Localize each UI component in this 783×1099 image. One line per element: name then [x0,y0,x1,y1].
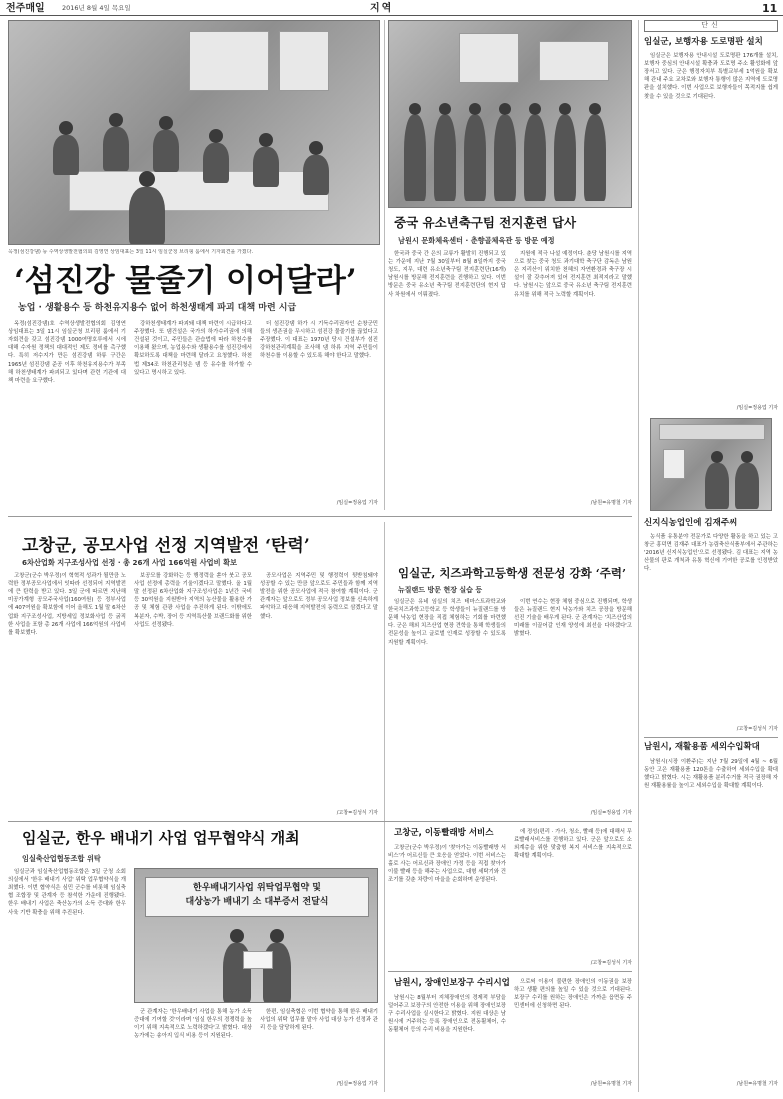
hanwoo-subhead: 임실축산업협동조합 위탁 [22,854,101,863]
sidebar-story1-byline: /임실=정용업 기자 [736,405,778,411]
sidebar-story2-body: 농식품 유통분야 전문가로 다양한 활동을 하고 있는 고창군 흥덕면 김재주 대표가 농림축산식품부에서 주관하는 '2016년 신지식농업인'으로 선정됐다. 김 대표는 지역 농산물의 판로 개척과 유통 혁신에 기여한 공로를 인정받았다. [644,534,778,573]
laundry-headline: 고창군, 이동빨래방 서비스 [394,828,494,838]
disabled-body-col2: 으로써 이용이 불편한 장애인의 이동권을 보장하고 생활 편의를 높일 수 있을 것으로 기대된다. 보장구 수리를 원하는 장애인은 가까운 읍면동 주민센터에 신청하면 된다. [514,979,632,1010]
section-name: 지역 [370,3,394,14]
china-subhead: 남원시 문화체육센터 · 춘향골체육관 등 방문 예정 [398,236,555,245]
gochang-body-col1: 고창군(군수 박우정)이 혁혁적 성과가 될만큼 노력한 정부공모사업에서 잇따라 선정되어 지역발전에 큰 탄력을 받고 있다. 3일 군에 따르면 지난해 미공가계형 공모주국사업(160여원) 등 정부사업에 407여원을 확보함에 이어 올해도 1월 말 6차산업화 지구조성사업, 지방세입 정보화사업 등 굵직한 사업을 포함 총 26개 사업에 166억원의 사업비를 확보했다. [8,573,126,636]
main-headline: ‘섬진강 물줄기 이어달라’ [14,263,357,299]
paper-name: 전주매일 [6,3,45,14]
cheese-subhead: 뉴질랜드 방문 현장 실습 등 [398,586,483,594]
disabled-byline: /남원=유명철 기자 [590,1081,632,1087]
issue-date: 2016년 8월 4일 목요일 [62,4,131,12]
cheese-byline: /임실=정용업 기자 [590,810,632,816]
main-story-photo [8,20,380,245]
hanwoo-byline: /임실=정용업 기자 [336,1081,378,1087]
china-story-photo [388,20,632,208]
main-subhead: 농업 · 생활용수 등 하천유지용수 없어 하천생태계 파괴 대책 마련 시급 [18,303,297,313]
hanwoo-photo [134,868,378,1003]
main-body-col2: 강하천생태계가 파괴돼 대책 마련이 시급하다고 주장했다. 또 댐건설은 국가의 하가수리권에 의해 건설된 것이고, 주민들은 관습법에 따라 하천수를 이용해 왔으며, 농업용수와 생활용수를 섬진강에서 확보하도록 대책을 마련해 달라고 요청했다. 하천법 제34조 하천관리청은 댐 등 유수를 하가할 수 있다고 명시하고 있다. [134,321,252,376]
laundry-body-col1: 고창군(군수 박우정)이 '찾아가는 이동빨래방 서비스'가 어르신들 큰 호응을 얻었다. 이번 서비스는 홀로 사는 어르신과 장애인 가정 등을 직접 찾아가 이불 빨래 등을 해주는 사업으로, 대형 세탁기와 건조기를 갖춘 차량이 마을을 순회하며 운영된다. [388,845,506,884]
main-byline: /임실=정용업 기자 [336,500,378,506]
gochang-byline: /고창=김성식 기자 [336,810,378,816]
sidebar-story1-title: 임실군, 보행자용 도로명판 설치 [644,37,763,47]
sidebar-label: 단신 [701,21,721,29]
sidebar-story1-body: 임실군은 보행자용 안내시설 도로명판 176개를 설치, 보행자 중심의 안내시설 확충과 도로명 주소 활성화에 앞장서고 있다. 군은 행정자치부 특별교부세 1억원을 확보해 관내 주요 교차로와 보행자 통행이 많은 지역에 도로명판을 설치했다. 이번 사업으로 보행자들이 목적지를 쉽게 찾을 수 있을 것으로 기대된다. [644,53,778,100]
hanwoo-body-col2: 군 관계자는 '한우배내기 사업을 통해 농가 소득 증대에 기여할 것'이라며 '임실 한우의 경쟁력을 높이기 위해 지속적으로 노력하겠다'고 밝혔다. 대상 농가에는 송아지 입식 비용 등이 지원된다. [134,1009,252,1040]
gochang-headline: 고창군, 공모사업 선정 지역발전 ‘탄력’ [22,536,310,556]
main-body-col1: 옥정(섬진강댐)호 수역상생발전협의회 김영연 상임대표는 3일 11시 임실군청 브리핑 룸에서 기자회견을 갖고 섬진강댐 1000여명호루에서 시에 대해 수자원 정책의 대대적인 제도 정비를 촉구했다. 특히 저수지가 만든 섬진강댐 하류 구간은 1965년 섬진강댐 준공 이후 하천유지용수가 부족해 하천생태계가 파괴되고 있다며 관련 기관에 대책 마련을 요구했다. [8,321,126,384]
main-body-col3: 더 섬진강댐 하가 시 기득수리권자인 순창군민들의 생존권을 무시하고 섬진강 물줄기를 끊었다고 주장했다. 이 대표는 1970년 당시 건설부가 섬진강하천관리계획을 조사해 댐 하류 지역 주민들이 하천수를 이용할 수 있도록 해야 한다고 말했다. [260,321,378,360]
gochang-body-col2: 보공모를 강화하는 등 행정력을 쏟아 붓고 공모사업 선정에 총력을 기울이겠다고 말했다. 올 1월 말 선정된 6차산업화 지구조성사업은 1년간 국비 등 30억원을 지원받아 지역의 농산물을 활용한 가공 및 체험 관광 사업을 추진하게 된다. 이밖에도 복분자, 수박, 장어 등 지역특산물 브랜드화를 위한 사업도 선정됐다. [134,573,252,628]
sidebar-story3-byline: /남원=유명철 기자 [736,1081,778,1087]
sidebar-label-box [644,20,778,32]
cheese-body-col2: 이번 연수는 현장 체험 중심으로 진행되며, 학생들은 뉴질랜드 현지 낙농가와 치즈 공장을 방문해 선진 기술을 배우게 된다. 군 관계자는 '치즈산업의 미래를 이끌어갈 인재 양성에 최선을 다하겠다'고 밝혔다. [514,599,632,638]
sidebar-story3-body: 남원시(시장 이환주)는 지난 7월 29일에 4월 ~ 6월 동안 고은 재활용품 120톤을 수출하여 세외수입을 확대했다고 밝혔다. 시는 재활용품 분리수거를 적극 권장해 자원 재활용률을 높이고 세외수입을 확대할 계획이다. [644,759,778,790]
china-byline: /남원=유명철 기자 [590,500,632,506]
sidebar-story2-title: 신지식농업인에 김재주씨 [644,518,738,528]
hanwoo-banner [145,877,369,917]
hanwoo-body-col3: 한편, 임실축협은 이번 협약을 통해 한우 배내기 사업의 위탁 업무를 맡아 사업 대상 농가 선정과 관리 등을 담당하게 된다. [260,1009,378,1032]
masthead [0,0,783,16]
banner-line2: 대상농가 배내기 소 대부증서 전달식 [185,897,329,908]
gochang-body-col3: 공모사업은 지역주민 및 행정력이 뒷받침돼야 성공할 수 있는 만큼 앞으로도 주민들과 함께 지역발전을 위한 공모사업에 적극 참여할 계획이다. 군 관계자는 앞으로도 정부 공모사업 정보를 신속하게 파악하고 대응해 지역발전의 동력으로 삼겠다고 말했다. [260,573,378,620]
gochang-subhead: 6차산업화 지구조성사업 선정 · 총 26개 사업 166억원 사업비 확보 [22,558,237,567]
china-headline: 중국 유소년축구팀 전지훈련 답사 [394,215,577,230]
china-body-col1: 한국과 중국 간 은의 교류가 활발히 진행되고 있는 가운데 지난 7월 30일부터 8월 8일까지 중국 청도, 지무, 대련 유소년축구팀 전지훈련단(16개) 남원시를 방문해 전지훈련을 진행하고 있다. 이번 방문은 중국 유소년 축구팀 전지훈련단의 현지 답사 차원에서 이뤄졌다. [388,251,506,298]
main-photo-caption: 옥정(섬진강댐) 등 수역상생발전협의회 김영연 상임대표는 3일 11시 임실군청 브리핑 룸에서 기자회견을 가졌다. [8,249,254,255]
china-body-col2: 지원에 적극 나설 예정이다. 춘당 남원시를 지역으로 찾는 중국 청도 과기대학 축구단 감독은 남원은 지리산이 위치한 천혜의 자연환경과 축구장 시설이 잘 갖추어져 있어 전지훈련 최적지라고 말했다. 남원시는 앞으로 중국 유소년 축구팀 전지훈련 유치를 위해 적극 노력할 계획이다. [514,251,632,298]
laundry-byline: /고창=김성식 기자 [590,960,632,966]
cheese-body-col1: 임실군은 유네 임실의 치즈 테마스트과학교와 한국치즈과학고등학교 등 학생들이 뉴질랜드를 방문해 낙농업 현장을 직접 체험하는 기회를 마련했다. 군은 해외 치즈산업 현장 견학을 통해 학생들의 전문성을 높이고 글로벌 인재로 성장할 수 있도록 지원할 계획이다. [388,599,506,646]
disabled-body-col1: 남원시는 8월부터 지체장애인의 경제적 부담을 덜어주고 보장구의 안전한 이용을 위해 장애인보장구 수리사업을 실시한다고 밝혔다. 지원 대상은 남원시에 거주하는 등록 장애인으로 전동휠체어, 수동휠체어 등의 수리 비용을 지원한다. [388,995,506,1034]
hanwoo-body-col1: 임실군과 임실축산업협동조합은 3일 군청 소회의실에서 '한우 배내기 사업' 위탁 업무협약식을 개최했다. 이번 협약식은 심민 군수를 비롯해 임실축협 조합장 및 관계자 등 참석한 가운데 진행됐다. 한우 배내기 사업은 축산농가의 소득 증대와 한우 사육 기반 확충을 위해 추진된다. [8,869,126,916]
banner-line1: 한우배내기사업 위탁업무협약 및 [193,883,321,893]
cheese-headline: 임실군, 치즈과학고등학생 전문성 강화 ‘주력’ [398,566,626,580]
page-number: 11 [762,2,778,15]
hanwoo-headline: 임실군, 한우 배내기 사업 업무협약식 개최 [22,829,300,847]
laundry-body-col2: 에 정성(편리 · 가사, 청소, 빨래 등)에 대해서 무료빨래서비스를 진행하고 있다. 군은 앞으로도 소외계층을 위한 맞춤형 복지 서비스를 지속적으로 확대할 계획이다. [514,829,632,860]
sidebar-story2-byline: /고창=김성식 기자 [736,726,778,732]
sidebar-story3-title: 남원시, 재활용품 세외수입확대 [644,742,760,752]
sidebar-award-photo [650,418,772,511]
disabled-headline: 남원시, 장애인보장구 수리시업 [394,978,510,988]
